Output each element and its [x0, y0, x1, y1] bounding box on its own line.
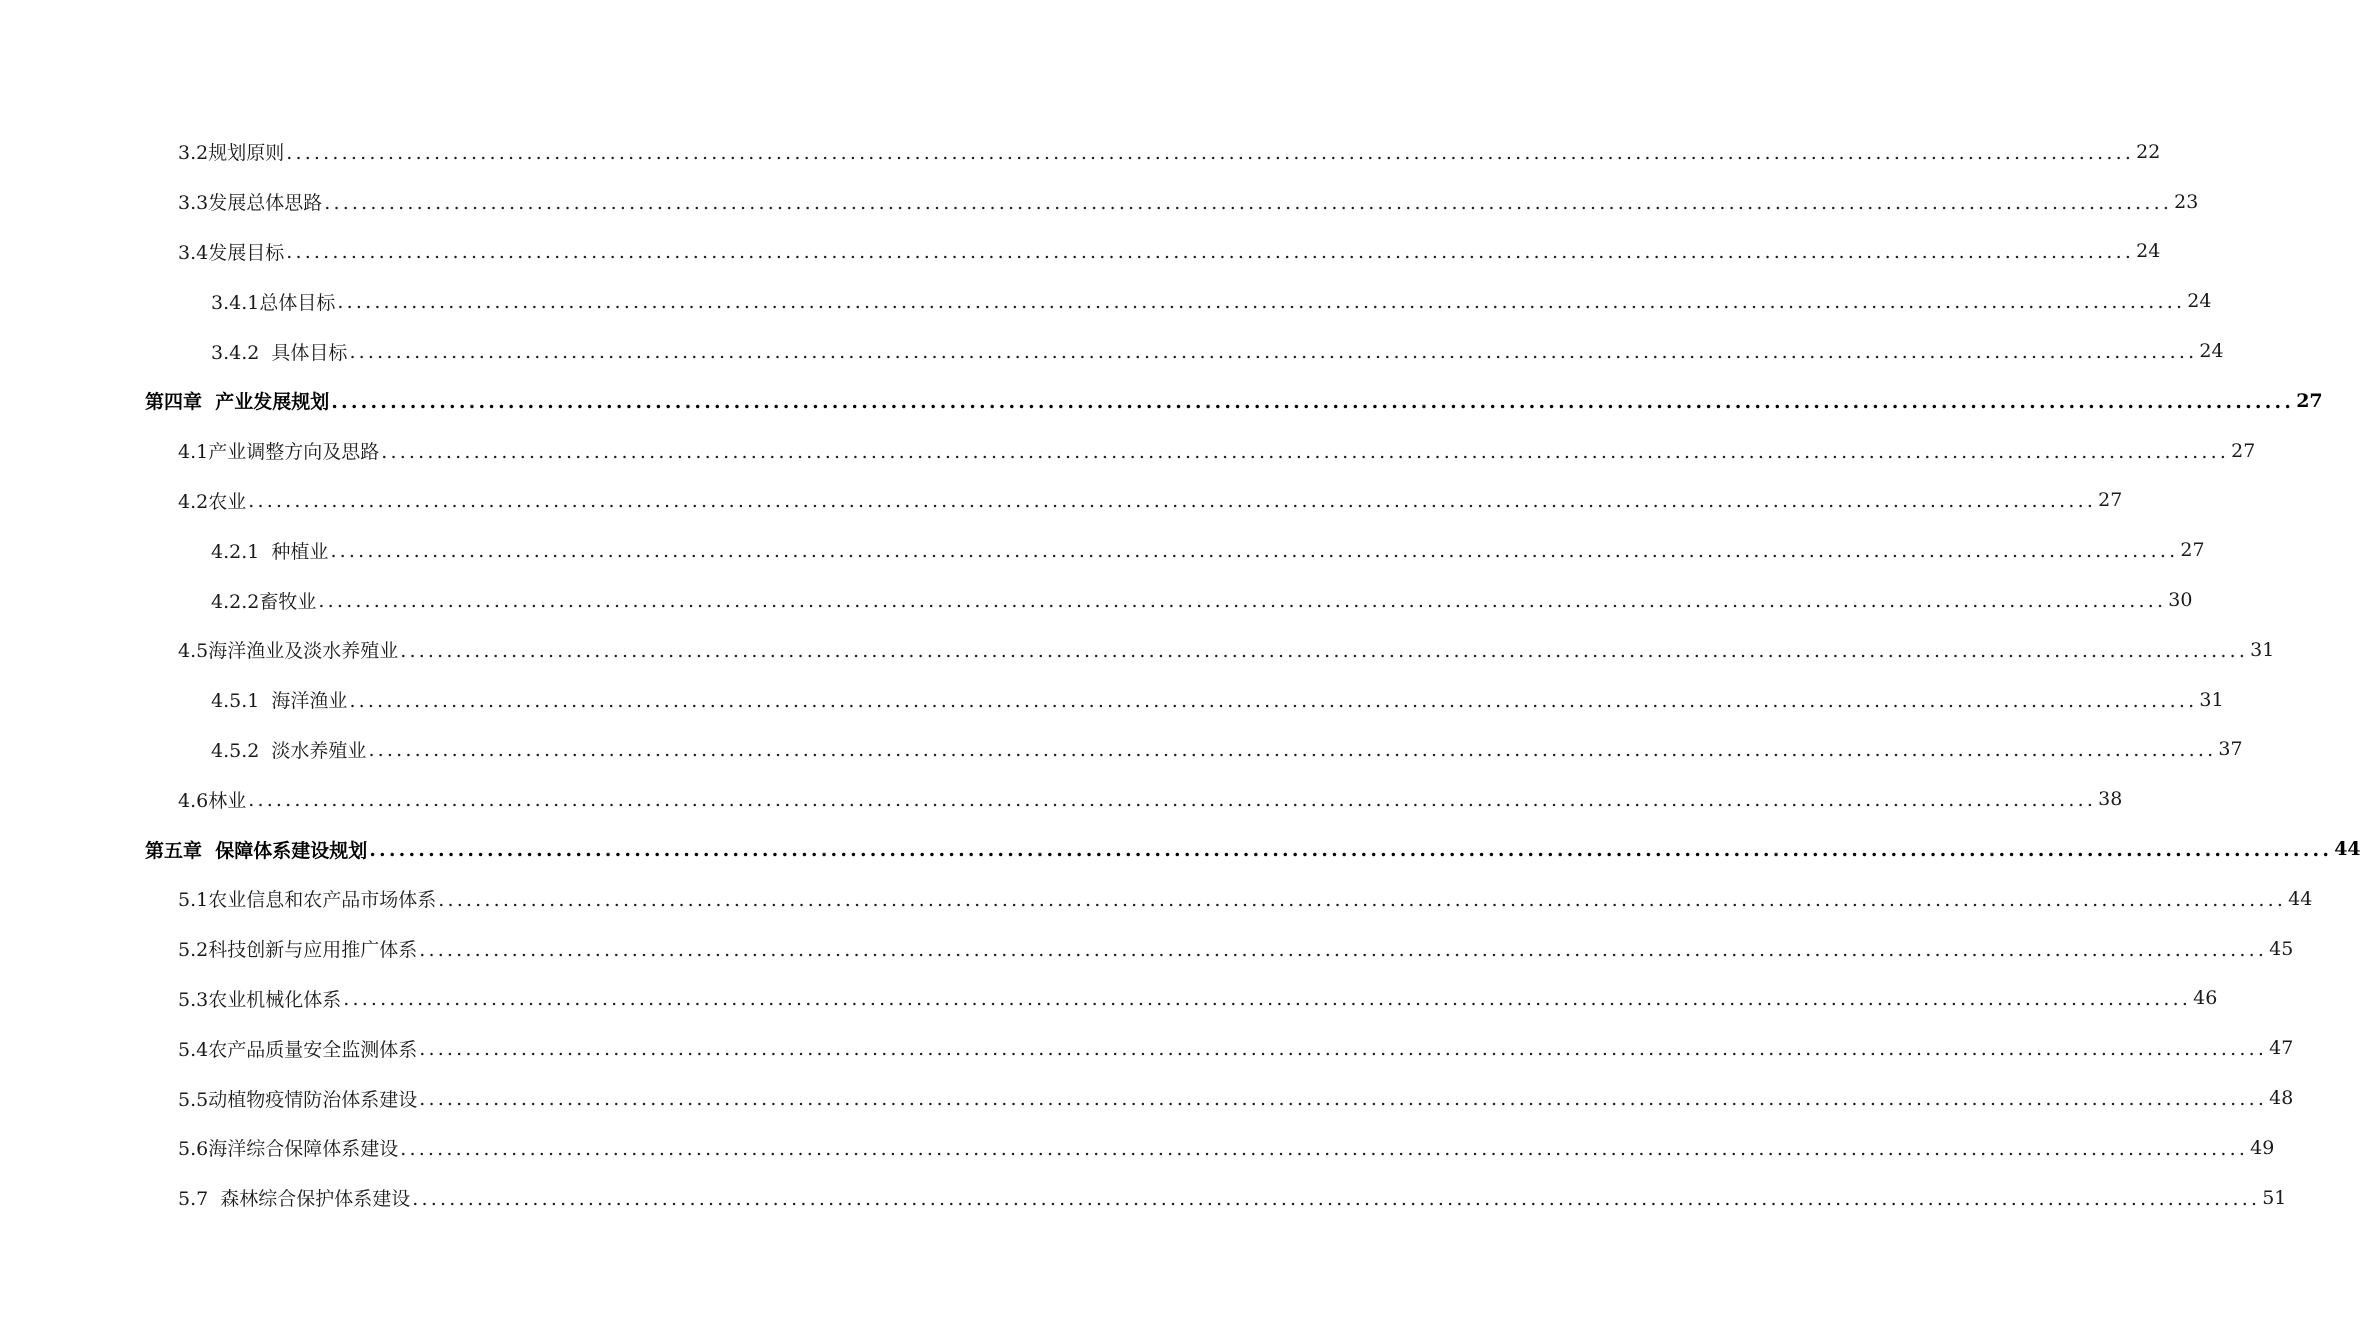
table-of-contents — [0, 127, 2361, 1223]
toc-entry-title: 3.3发展总体思路 — [178, 192, 323, 215]
toc-entry[interactable] — [0, 1023, 2294, 1073]
toc-chapter-entry[interactable] — [0, 824, 2361, 874]
toc-page-number: 27 — [2296, 389, 2323, 412]
toc-entry[interactable] — [0, 1123, 2275, 1173]
toc-dot-leader: ........................................................................................................................................................................................................ — [349, 341, 2198, 364]
toc-dot-leader: ........................................................................................................................................................................................................ — [412, 1187, 2261, 1210]
toc-page-number: 27 — [2098, 489, 2123, 512]
toc-entry-title: 第五章 保障体系建设规划 — [145, 839, 368, 862]
toc-page-number: 24 — [2199, 340, 2224, 363]
toc-entry-title: 5.2科技创新与应用推广体系 — [178, 939, 418, 962]
toc-dot-leader: ........................................................................................................................................................................................................ — [248, 490, 2097, 513]
toc-dot-leader: ........................................................................................................................................................................................................ — [331, 390, 2295, 413]
toc-dot-leader: ........................................................................................................................................................................................................ — [419, 1038, 2268, 1061]
toc-entry-title: 5.3农业机械化体系 — [178, 988, 342, 1011]
toc-entry-title: 4.6林业 — [178, 789, 247, 812]
toc-entry-title: 5.7 森林综合保护体系建设 — [178, 1188, 411, 1211]
toc-dot-leader: ........................................................................................................................................................................................................ — [248, 789, 2097, 812]
toc-entry[interactable] — [0, 177, 2199, 227]
toc-entry[interactable] — [0, 276, 2212, 326]
toc-dot-leader: ........................................................................................................................................................................................................ — [349, 689, 2198, 712]
toc-entry-title: 5.1农业信息和农产品市场体系 — [178, 889, 437, 912]
toc-entry-title: 4.5.2 淡水养殖业 — [211, 739, 367, 762]
toc-page-number: 27 — [2180, 539, 2205, 562]
toc-entry[interactable] — [0, 326, 2224, 376]
toc-entry[interactable] — [0, 127, 2161, 177]
toc-page-number: 46 — [2193, 987, 2218, 1010]
toc-page-number: 45 — [2269, 937, 2294, 960]
toc-entry-title: 3.2规划原则 — [178, 142, 285, 165]
toc-entry-title: 4.5海洋渔业及淡水养殖业 — [178, 640, 399, 663]
toc-entry-title: 3.4.2 具体目标 — [211, 341, 348, 364]
toc-page-number: 23 — [2174, 190, 2199, 213]
toc-dot-leader: ........................................................................................................................................................................................................ — [438, 888, 2287, 911]
toc-page-number: 48 — [2269, 1087, 2294, 1110]
toc-entry[interactable] — [0, 774, 2123, 824]
toc-entry[interactable] — [0, 525, 2205, 575]
toc-page-number: 22 — [2136, 140, 2161, 163]
toc-dot-leader: ........................................................................................................................................................................................................ — [419, 938, 2268, 961]
toc-page-number: 37 — [2218, 738, 2243, 761]
toc-entry[interactable] — [0, 426, 2256, 476]
toc-entry-title: 5.4农产品质量安全监测体系 — [178, 1038, 418, 1061]
toc-entry[interactable] — [0, 974, 2218, 1024]
toc-page-number: 31 — [2199, 688, 2224, 711]
toc-page-number: 30 — [2168, 589, 2193, 612]
toc-dot-leader: ........................................................................................................................................................................................................ — [286, 241, 2135, 264]
toc-entry[interactable] — [0, 227, 2161, 277]
toc-page-number: 47 — [2269, 1037, 2294, 1060]
toc-entry[interactable] — [0, 476, 2123, 526]
toc-entry[interactable] — [0, 575, 2193, 625]
toc-entry[interactable] — [0, 625, 2275, 675]
toc-entry[interactable] — [0, 675, 2224, 725]
toc-dot-leader: ........................................................................................................................................................................................................ — [400, 639, 2249, 662]
toc-dot-leader: ........................................................................................................................................................................................................ — [337, 291, 2186, 314]
toc-dot-leader: ........................................................................................................................................................................................................ — [286, 141, 2135, 164]
toc-page-number: 51 — [2262, 1186, 2287, 1209]
toc-dot-leader: ........................................................................................................................................................................................................ — [368, 739, 2217, 762]
toc-page-number: 38 — [2098, 788, 2123, 811]
toc-entry-title: 4.2.1 种植业 — [211, 540, 329, 563]
toc-entry[interactable] — [0, 1173, 2287, 1223]
toc-entry-title: 3.4.1总体目标 — [211, 291, 336, 314]
toc-chapter-entry[interactable] — [0, 376, 2323, 426]
toc-page-number: 44 — [2334, 838, 2361, 861]
toc-dot-leader: ........................................................................................................................................................................................................ — [318, 590, 2167, 613]
toc-page-number: 44 — [2288, 887, 2313, 910]
toc-dot-leader: ........................................................................................................................................................................................................ — [419, 1088, 2268, 1111]
toc-page-number: 24 — [2187, 290, 2212, 313]
toc-page-number: 27 — [2231, 439, 2256, 462]
toc-entry-title: 4.2农业 — [178, 490, 247, 513]
toc-page-number: 24 — [2136, 240, 2161, 263]
toc-entry-title: 第四章 产业发展规划 — [145, 391, 330, 414]
toc-dot-leader: ........................................................................................................................................................................................................ — [381, 440, 2230, 463]
toc-entry[interactable] — [0, 725, 2243, 775]
toc-dot-leader: ........................................................................................................................................................................................................ — [330, 540, 2179, 563]
toc-dot-leader: ........................................................................................................................................................................................................ — [369, 839, 2333, 862]
toc-entry-title: 4.1产业调整方向及思路 — [178, 441, 380, 464]
toc-page-number: 31 — [2250, 638, 2275, 661]
toc-dot-leader: ........................................................................................................................................................................................................ — [324, 191, 2173, 214]
toc-entry-title: 3.4发展目标 — [178, 241, 285, 264]
toc-dot-leader: ........................................................................................................................................................................................................ — [343, 988, 2192, 1011]
toc-dot-leader: ........................................................................................................................................................................................................ — [400, 1137, 2249, 1160]
toc-entry[interactable] — [0, 924, 2294, 974]
toc-entry[interactable] — [0, 874, 2313, 924]
toc-entry-title: 4.5.1 海洋渔业 — [211, 690, 348, 713]
toc-entry-title: 4.2.2畜牧业 — [211, 590, 317, 613]
toc-page-number: 49 — [2250, 1136, 2275, 1159]
toc-entry-title: 5.6海洋综合保障体系建设 — [178, 1138, 399, 1161]
toc-entry-title: 5.5动植物疫情防治体系建设 — [178, 1088, 418, 1111]
toc-entry[interactable] — [0, 1073, 2294, 1123]
